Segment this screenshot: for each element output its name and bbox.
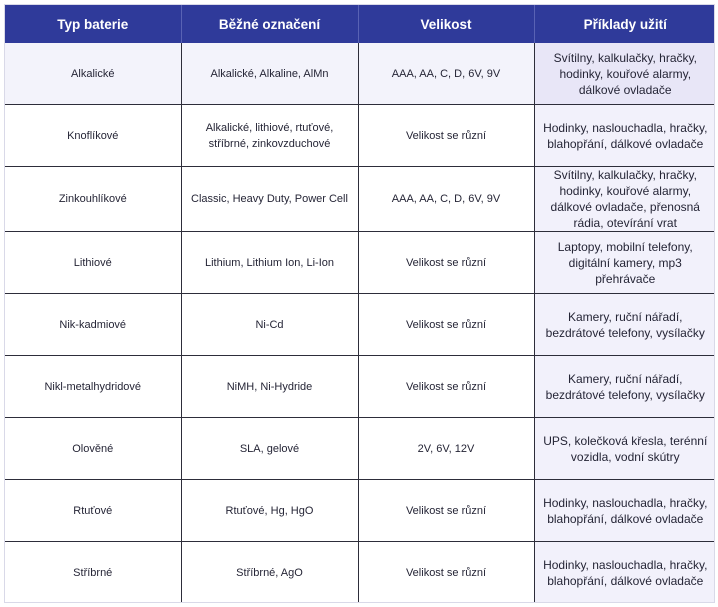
header-size: Velikost <box>358 5 534 43</box>
table-header <box>5 5 715 43</box>
cell-battery-type: Nikl-metalhydridové <box>5 356 181 418</box>
cell-size: Velikost se různí <box>358 542 534 604</box>
battery-types-table <box>4 4 715 603</box>
header-row <box>5 5 715 43</box>
header-usage-examples: Příklady užití <box>534 5 715 43</box>
cell-common-designation: Rtuťové, Hg, HgO <box>181 480 358 542</box>
cell-battery-type: Lithiové <box>5 232 181 294</box>
cell-common-designation: Classic, Heavy Duty, Power Cell <box>181 167 358 232</box>
cell-battery-type: Nik-kadmiové <box>5 294 181 356</box>
cell-usage-examples: Laptopy, mobilní telefony, digitální kamery, mp3 přehrávače <box>534 232 715 294</box>
table-body <box>5 43 715 603</box>
cell-size: Velikost se různí <box>358 356 534 418</box>
cell-battery-type: Zinkouhlíkové <box>5 167 181 232</box>
table-row <box>5 542 715 604</box>
cell-common-designation: Alkalické, lithiové, rtuťové, stříbrné, zinkovzduchové <box>181 105 358 167</box>
cell-usage-examples: Kamery, ruční nářadí, bezdrátové telefony, vysílačky <box>534 356 715 418</box>
cell-battery-type: Olověné <box>5 418 181 480</box>
cell-size: 2V, 6V, 12V <box>358 418 534 480</box>
cell-battery-type: Alkalické <box>5 43 181 105</box>
cell-size: AAA, AA, C, D, 6V, 9V <box>358 167 534 232</box>
cell-common-designation: NiMH, Ni-Hydride <box>181 356 358 418</box>
header-battery-type: Typ baterie <box>5 5 181 43</box>
cell-battery-type: Rtuťové <box>5 480 181 542</box>
header-common-designation: Běžné označení <box>181 5 358 43</box>
cell-battery-type: Stříbrné <box>5 542 181 604</box>
cell-usage-examples: UPS, kolečková křesla, terénní vozidla, vodní skútry <box>534 418 715 480</box>
cell-usage-examples: Hodinky, naslouchadla, hračky, blahopřání, dálkové ovladače <box>534 480 715 542</box>
cell-usage-examples: Svítilny, kalkulačky, hračky, hodinky, kouřové alarmy, dálkové ovladače <box>534 43 715 105</box>
cell-common-designation: Ni-Cd <box>181 294 358 356</box>
cell-size: Velikost se různí <box>358 232 534 294</box>
table-row <box>5 294 715 356</box>
cell-usage-examples: Svítilny, kalkulačky, hračky, hodinky, kouřové alarmy, dálkové ovladače, přenosná rádia, otevírání vrat <box>534 167 715 232</box>
cell-common-designation: Lithium, Lithium Ion, Li-Ion <box>181 232 358 294</box>
cell-size: Velikost se různí <box>358 105 534 167</box>
cell-size: Velikost se různí <box>358 480 534 542</box>
cell-common-designation: Alkalické, Alkaline, AlMn <box>181 43 358 105</box>
table-row <box>5 356 715 418</box>
cell-usage-examples: Kamery, ruční nářadí, bezdrátové telefony, vysílačky <box>534 294 715 356</box>
cell-usage-examples: Hodinky, naslouchadla, hračky, blahopřání, dálkové ovladače <box>534 542 715 604</box>
cell-common-designation: SLA, gelové <box>181 418 358 480</box>
cell-size: AAA, AA, C, D, 6V, 9V <box>358 43 534 105</box>
table-row <box>5 418 715 480</box>
cell-size: Velikost se různí <box>358 294 534 356</box>
table <box>5 5 715 603</box>
cell-battery-type: Knoflíkové <box>5 105 181 167</box>
cell-usage-examples: Hodinky, naslouchadla, hračky, blahopřání, dálkové ovladače <box>534 105 715 167</box>
table-row <box>5 43 715 105</box>
cell-common-designation: Stříbrné, AgO <box>181 542 358 604</box>
table-row <box>5 105 715 167</box>
table-row <box>5 232 715 294</box>
table-row <box>5 167 715 232</box>
table-row <box>5 480 715 542</box>
